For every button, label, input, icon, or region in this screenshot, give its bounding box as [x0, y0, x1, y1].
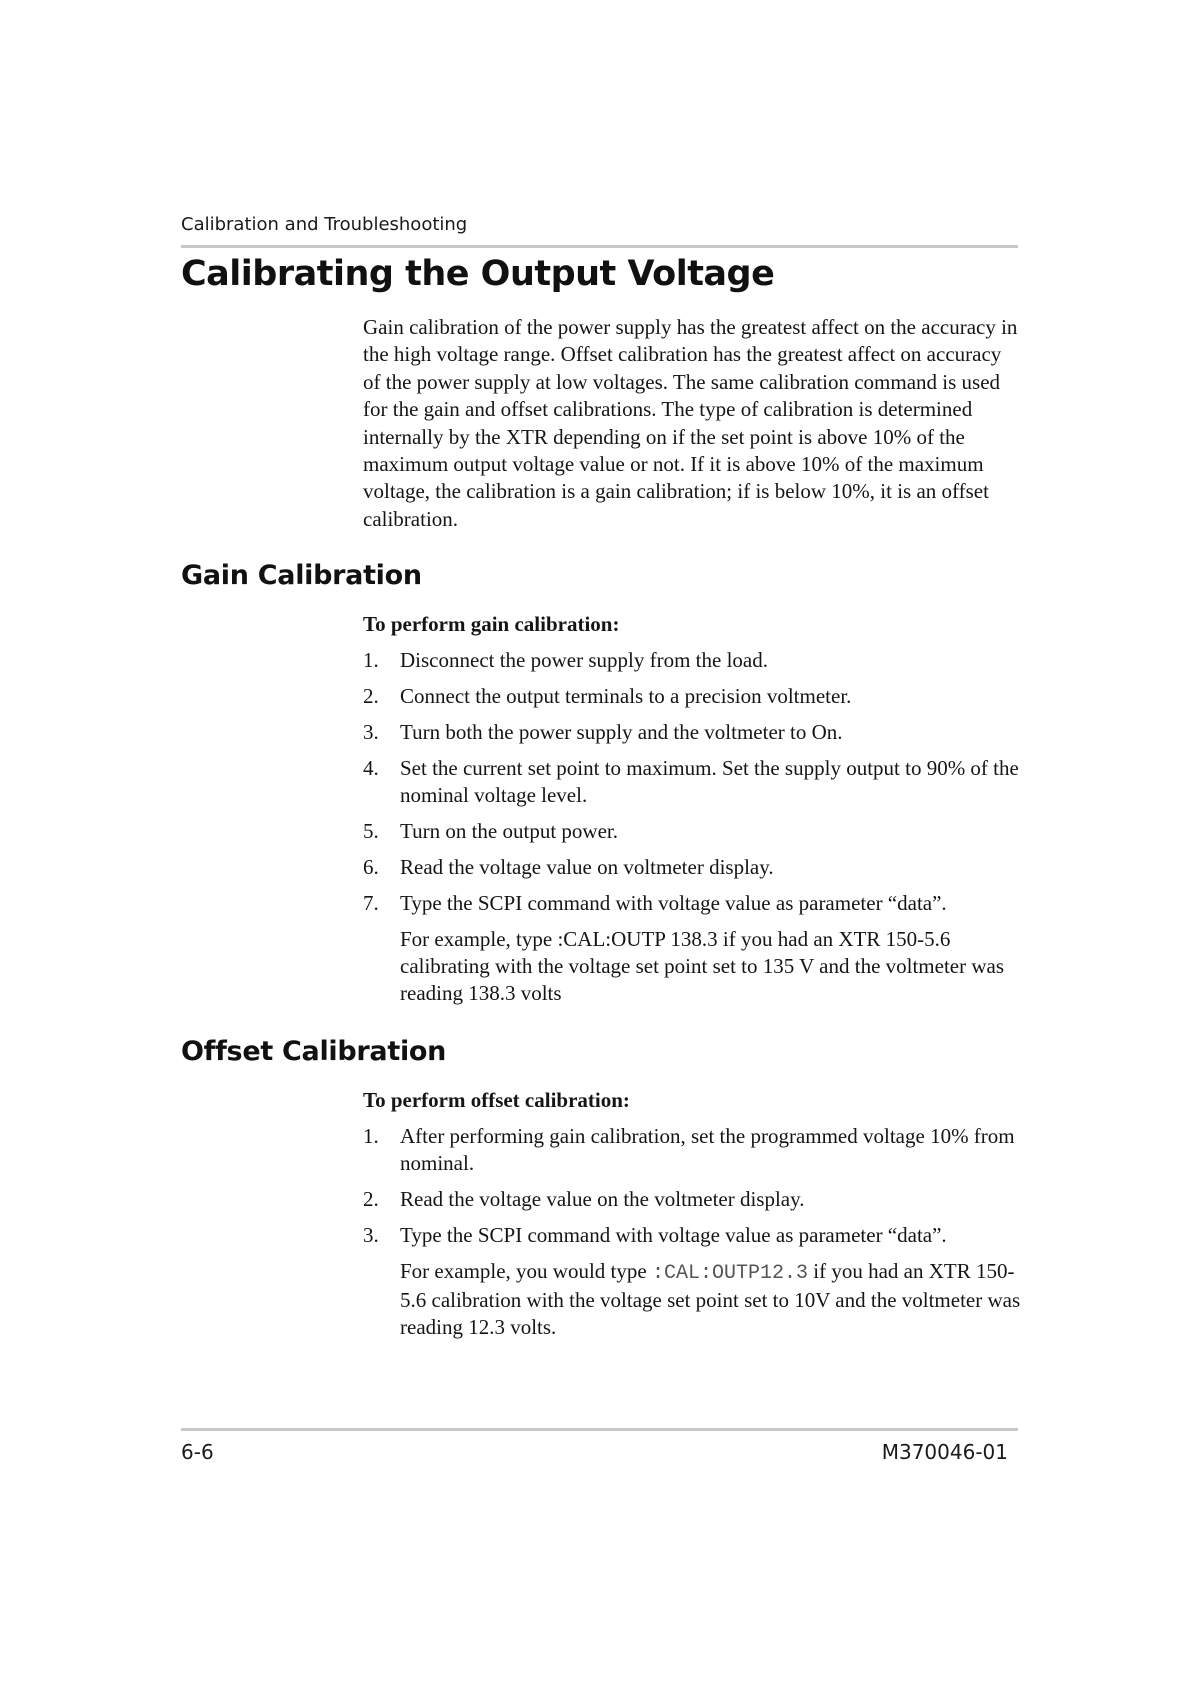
example-text: For example, type :CAL:OUTP 138.3 if you had an XTR 150-5.6 calibrating with the voltage set point set to 135 V and the voltmeter was reading 138.3 volts	[400, 927, 1005, 1005]
list-item	[363, 890, 1023, 1007]
step-text: Type the SCPI command with voltage value as parameter “data”.	[400, 891, 947, 915]
list-item	[363, 1186, 1023, 1213]
step-number: 4.	[363, 756, 379, 780]
step-number: 1.	[363, 648, 379, 672]
list-item	[363, 719, 1023, 746]
running-head: Calibration and Troubleshooting	[181, 214, 468, 235]
gain-steps-list	[363, 647, 1023, 1016]
footer-rule	[181, 1428, 1018, 1431]
list-item	[363, 647, 1023, 674]
procedure-heading-gain: To perform gain calibration:	[363, 612, 620, 636]
list-item	[363, 755, 1023, 809]
step-number: 7.	[363, 891, 379, 915]
step-text: Turn on the output power.	[400, 819, 618, 843]
list-item	[363, 854, 1023, 881]
list-item	[363, 683, 1023, 710]
step-number: 2.	[363, 684, 379, 708]
example-text-before: For example, you would type	[400, 1259, 652, 1283]
offset-steps-list	[363, 1123, 1023, 1350]
step-text: Turn both the power supply and the voltmeter to On.	[400, 720, 843, 744]
intro-paragraph: Gain calibration of the power supply has the greatest affect on the accuracy in the high voltage range. Offset calibration has the greatest affect on accuracy of the power supply at low voltages. The same calibration command is used for the gain and offset calibrations. The type of calibration is determined internally by the XTR depending on if the set point is above 10% of the maximum output voltage value or not. If it is above 10% of the maximum voltage, the calibration is a gain calibration; if is below 10%, it is an offset calibration.	[363, 315, 1018, 531]
step-number: 3.	[363, 720, 379, 744]
scpi-command-code: :CAL:OUTP12.3	[651, 1262, 808, 1285]
page-title: Calibrating the Output Voltage	[181, 254, 775, 294]
step-text: Read the voltage value on the voltmeter display.	[400, 1187, 805, 1211]
example-text-after: if you had an XTR 150-5.6 calibration with the voltage set point set to 10V and the voltmeter was reading 12.3 volts.	[400, 1259, 1021, 1339]
step-number: 5.	[363, 819, 379, 843]
step-text: Read the voltage value on voltmeter display.	[400, 855, 774, 879]
step-text: After performing gain calibration, set the programmed voltage 10% from nominal.	[400, 1124, 1015, 1175]
step-number: 6.	[363, 855, 379, 879]
example-text	[400, 1258, 1023, 1341]
step-number: 2.	[363, 1187, 379, 1211]
section-title-offset: Offset Calibration	[181, 1036, 447, 1067]
section-title-gain: Gain Calibration	[181, 560, 422, 591]
page-number: 6-6	[181, 1440, 214, 1464]
document-number: M370046-01	[881, 1440, 1008, 1464]
header-rule	[181, 245, 1018, 248]
list-item	[363, 1123, 1023, 1177]
step-text: Set the current set point to maximum. Set the supply output to 90% of the nominal voltage level.	[400, 756, 1019, 807]
step-number: 3.	[363, 1223, 379, 1247]
list-item	[363, 818, 1023, 845]
step-text: Type the SCPI command with voltage value as parameter “data”.	[400, 1223, 947, 1247]
step-text: Connect the output terminals to a precision voltmeter.	[400, 684, 852, 708]
procedure-heading-offset: To perform offset calibration:	[363, 1088, 630, 1112]
list-item	[363, 1222, 1023, 1341]
step-text: Disconnect the power supply from the load.	[400, 648, 768, 672]
step-number: 1.	[363, 1124, 379, 1148]
